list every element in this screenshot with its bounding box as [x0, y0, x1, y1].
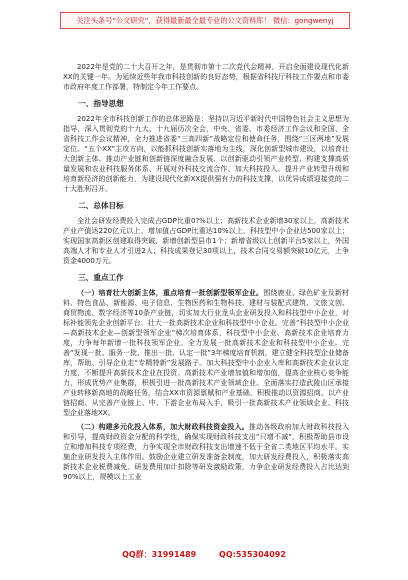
section-heading-overall-goals: 二、总体目标 — [78, 201, 124, 210]
section-heading-guiding-ideology: 一、指导思想 — [78, 99, 124, 108]
section-body-overall-goals: 全社会研发经费投入完成占GDP比重0?%以上；高新技术企业新增30家以上，高新技术产业产值达220亿元以上、增加值占GDP比重达10%以上，科技型中小企业达500家以上；实现国家高新区创建取得突破，新增创新型县市1个；新增省级以上创新平台5家以上，外国高端人才和专业人才引进2人；科技成果登记30项以上，技术合同交易额突破10亿元，上争资金4000万元。 — [63, 217, 349, 265]
section-body-guiding-ideology: 2022年全市科技创新工作的总体思路是：坚持以习近平新时代中国特色社会主义思想为指导，深入贯彻党的十九大、十九届历次全会，中央、省委、市委经济工作会议和全国、全省科技工作会议精神，全力推进省委“三高四新”战略定位和使命任务，围绕“三区两地”发展定位、“五个XX”主攻方向，以能抓科技创新实落地为主线，深化创新型城市建设，以培育壮大创新主体、推动产业链和创新链深度融合发展、以创新驱动引领产业转型、构建支撑高质量发展和农业科技服务体系、开展对外科技交流合作、加大科技投入、提升产业转型升级和培育新经济的创新能力，为建设现代化新XX提供强有力的科技支撑，以优异成绩迎接党的二十大胜利召开。 — [63, 115, 349, 193]
intro-paragraph: 2022年是党的二十大召开之年，是贯彻市第十二次党代会精神、开启全面建设现代化新XX的关键一年。为延续近些年我市科技创新的良好态势，根据省科技厅科技工作要点和市委市政府年度工作部署，特制定今年工作要点。 — [63, 63, 349, 91]
promo-banner[interactable]: 关注头条号“公文研究”，获得最新最全最专业的公文资料库！ 微信：gongwenyj — [60, 12, 350, 29]
key-work-item-2-title: （二）构建多元化投入体系，加大财政科技资金投入。 — [77, 423, 249, 431]
section-heading-key-work: 三、重点工作 — [78, 273, 124, 282]
key-work-item-1 — [63, 288, 349, 418]
key-work-item-2 — [63, 422, 349, 482]
key-work-item-1-title: （一）培育壮大创新主体，重点培育一批创新型领军企业。 — [77, 289, 264, 297]
qq-group-number: QQ群：31991489 — [122, 550, 197, 559]
key-work-item-1-body: 围绕鹿业、绿色矿业及新材料、特色食品、新能源、电子信息、生物医药和生物科技、建材与装配式建筑、文旅文创、商贸物流、数字经济等10条产业链，切实加大行业龙头企业研发投入和科技型中小企业，对标补能领先企业创新平台、壮大一批高新技术企业和科技型中小企业。完善“科技型中小企业—高新技术企业—创新型领军企业”梯次培育体系，科技型中小企业、高新技术企业培育力度，力争每年新增一批科技领军企业。全力发展一批高新技术企业和科技型中小企业。完善“发现一批、服务一批、推出一批、认定一批”3年梯度培育机制，建立健全科技型企业储备库，帮助、引导企业走“专精特新”发展路子。加大科技型中小企业入库和高新技术企业认定力度，不断提升高新技术企业在投资、高新技术产业增加值和增加值，提高企业核心竞争能力，形成优势产业集群，积极引进一批高新技术产业领域企业。全面落实打造武陵山区承接产业转移新高地的战略任务，结合XX市资源禀赋和产业基础，积极推动以资源招商、以产业链招商、从完善产业链上、中、下游企业布局入手，吸引一批高新技术产业领域企业、科技型企业落地XX。 — [63, 289, 350, 417]
document-body — [63, 62, 349, 482]
qq-number: QQ:535304092 — [219, 550, 286, 559]
contact-footer — [0, 549, 408, 561]
key-work-item-2-body: 推动各级政府加大财政科技投入和引导，提高财政资金分配的科学性，确保实现财政科技支出“只增不减”，积极帮助县市设立和增加科技专项经费，力争实现全市财政科技支出增速不低于全省二类地区平均水平。实施企业研发投入主体作用。鼓励企业建立研发准备金制度，加大研发经费投入，积极落实高新技术企业税费减免、研发费用加计扣除等研发激励政策，力争企业研发经费投入占比达到90%以上，规模以上工业 — [63, 423, 350, 481]
